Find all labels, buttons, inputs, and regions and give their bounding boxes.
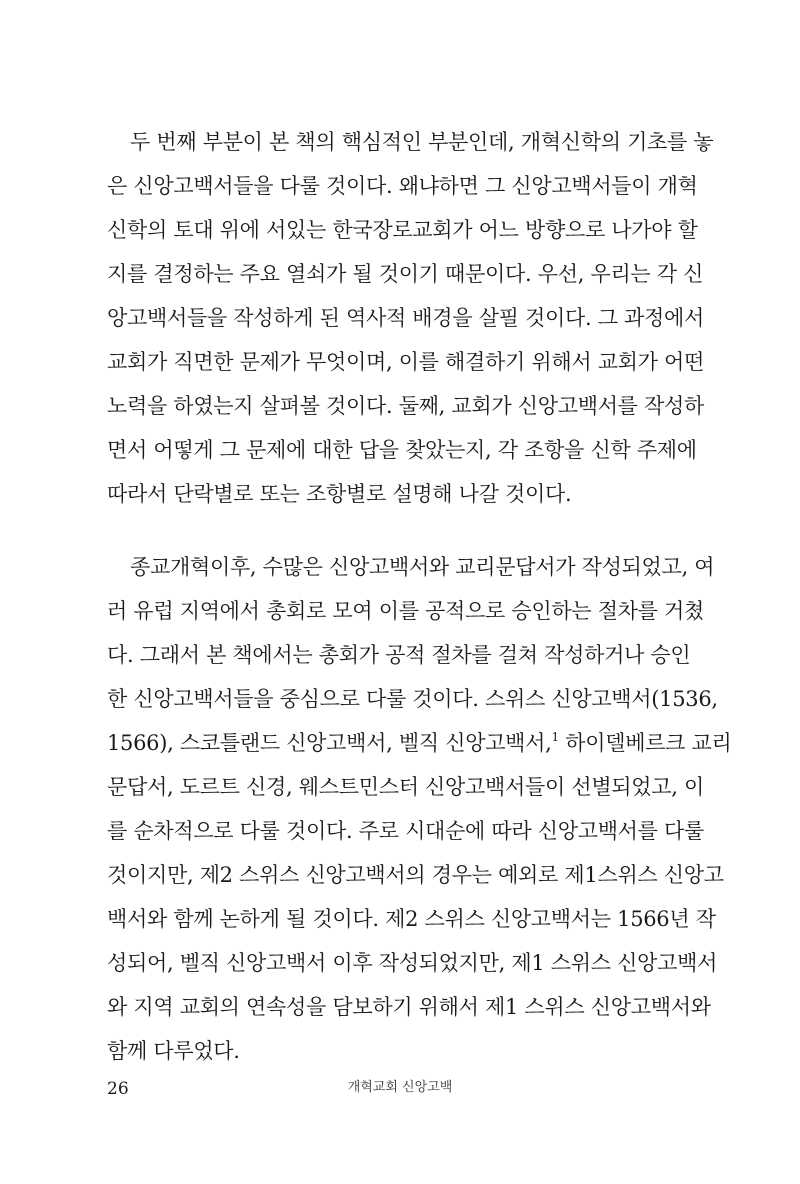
text-line: 앙고백서들을 작성하게 된 역사적 배경을 살필 것이다. 그 과정에서 [107, 306, 704, 330]
text-line: 노력을 하였는지 살펴볼 것이다. 둘째, 교회가 신앙고백서를 작성하 [107, 394, 704, 418]
text-line: 다. 그래서 본 책에서는 총회가 공적 절차를 걸쳐 작성하거나 승인 [107, 643, 691, 667]
text-line-with-footnote [107, 723, 732, 763]
text-line: 백서와 함께 논하게 될 것이다. 제2 스위스 신앙고백서는 1566년 작 [107, 907, 716, 931]
line-head: 1566), 스코틀랜드 신앙고백서, 벨직 신앙고백서, [107, 731, 552, 755]
line-tail: 하이델베르크 교리 [558, 731, 732, 755]
text-line: 신학의 토대 위에 서있는 한국장로교회가 어느 방향으로 나가야 할 [107, 218, 698, 242]
text-line: 를 순차적으로 다룰 것이다. 주로 시대순에 따라 신앙고백서를 다룰 [107, 819, 704, 843]
text-line: 함께 다루었다. [107, 1039, 240, 1063]
text-line: 따라서 단락별로 또는 조항별로 설명해 나갈 것이다. [107, 482, 572, 506]
text-line: 성되어, 벨직 신앙고백서 이후 작성되었지만, 제1 스위스 신앙고백서 [107, 951, 718, 975]
text-line: 종교개혁이후, 수많은 신앙고백서와 교리문답서가 작성되었고, 여 [130, 555, 715, 579]
text-line: 문답서, 도르트 신경, 웨스트민스터 신앙고백서들이 선별되었고, 이 [107, 775, 704, 799]
text-line: 러 유럽 지역에서 총회로 모여 이를 공적으로 승인하는 절차를 거쳤 [107, 599, 704, 623]
text-line: 한 신앙고백서들을 중심으로 다룰 것이다. 스위스 신앙고백서(1536, [107, 687, 718, 711]
text-line: 면서 어떻게 그 문제에 대한 답을 찾았는지, 각 조항을 신학 주제에 [107, 438, 697, 462]
text-line: 교회가 직면한 문제가 무엇이며, 이를 해결하기 위해서 교회가 어떤 [107, 350, 704, 374]
footnote-marker[interactable]: 1 [551, 730, 559, 744]
running-title: 개혁교회 신앙고백 [347, 1080, 453, 1095]
text-line: 은 신앙고백서들을 다룰 것이다. 왜냐하면 그 신앙고백서들이 개혁 [107, 174, 698, 198]
text-line: 지를 결정하는 주요 열쇠가 될 것이기 때문이다. 우선, 우리는 각 신 [107, 262, 704, 286]
page-number: 26 [107, 1079, 129, 1099]
text-line: 것이지만, 제2 스위스 신앙고백서의 경우는 예외로 제1스위스 신앙고 [107, 863, 724, 887]
text-line: 와 지역 교회의 연속성을 담보하기 위해서 제1 스위스 신앙고백서와 [107, 995, 711, 1019]
text-line: 두 번째 부분이 본 책의 핵심적인 부분인데, 개혁신학의 기초를 놓 [130, 130, 714, 154]
